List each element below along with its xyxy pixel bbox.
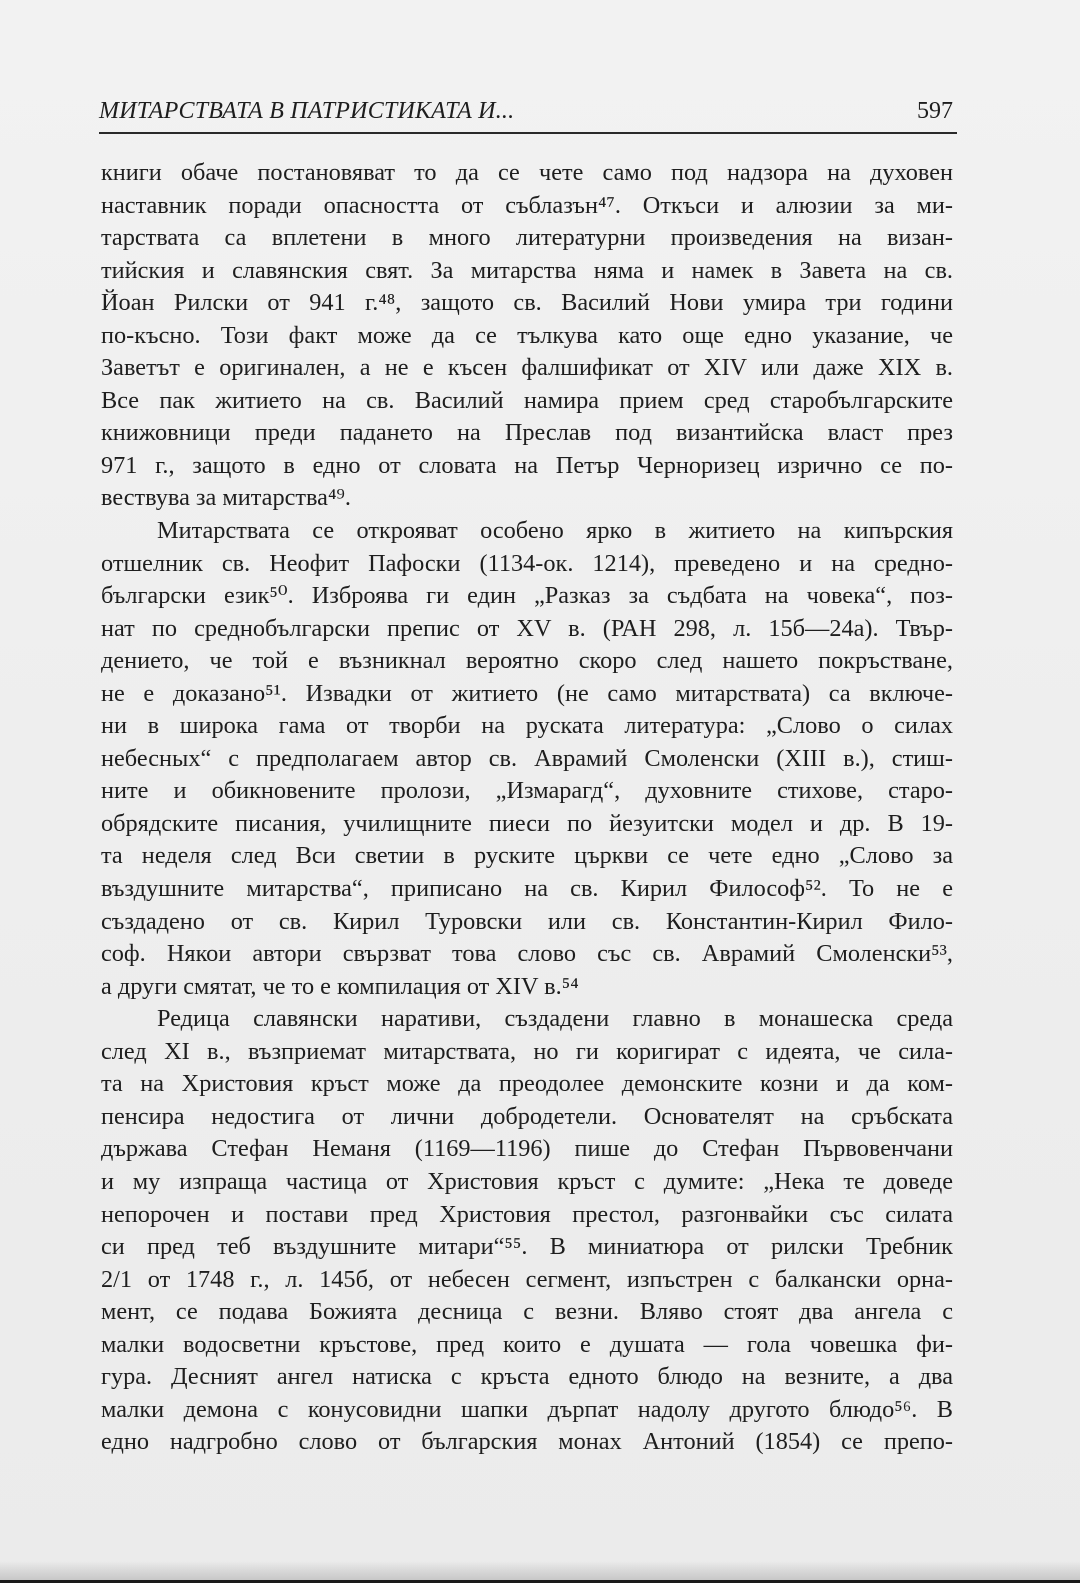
text-line: а други смятат, че то е компилация от XIV в.⁵⁴ [101, 972, 579, 1000]
text-line: след XI в., възприемат митарствата, но ги коригират с идеята, че сила- [101, 1037, 953, 1065]
text-line: мент, се подава Божията десница с везни. Вляво стоят два ангела с [101, 1298, 953, 1326]
text-line: и му изпраща частица от Христовия кръст с думите: „Нека те доведе [101, 1167, 953, 1195]
text-line: тарствата са вплетени в много литературни произведения на визан- [101, 224, 953, 252]
text-line: български език⁵⁰. Изброява ги един „Разказ за съдбата на човека“, поз- [101, 582, 953, 610]
text-line: Йоан Рилски от 941 г.⁴⁸, защото св. Василий Нови умира три години [101, 289, 953, 317]
text-line: обрядските писания, училищните пиеси по йезуитски модел и др. В 19- [101, 809, 953, 837]
text-line: ни в широка гама от творби на руската литература: „Слово о силах [101, 712, 953, 740]
text-line: Заветът е оригинален, а не е късен фалшификат от XIV или даже XIX в. [101, 354, 953, 382]
running-title: МИТАРСТВАТА В ПАТРИСТИКАТА И... [99, 98, 515, 124]
text-line: книги обаче постановяват то да се четe само под надзора на духовен [101, 159, 953, 186]
text-line: отшелник св. Неофит Пафоски (1134-ок. 1214), преведено и на средно- [101, 549, 953, 577]
text-line: вествува за митарства⁴⁹. [101, 484, 351, 512]
text-line: та неделя след Вси светии в руските църкви се четe едно „Слово за [101, 842, 953, 870]
text-line: Все пак житието на св. Василий намира прием сред старобългарските [101, 386, 953, 414]
text-line: гура. Десният ангел натиска с кръста едното блюдо на везните, а два [101, 1363, 953, 1391]
text-line: държава Стефан Неманя (1169—1196) пише до Стефан Първовенчани [101, 1135, 953, 1163]
text-line: си пред теб въздушните митари“⁵⁵. В миниатюра от рилски Требник [101, 1233, 953, 1261]
text-line: пенсира недостига от лични добродетели. Основателят на сръбската [101, 1102, 953, 1130]
header-rule [99, 132, 957, 134]
text-line: ните и обикновените пролози, „Измарагд“, духовните стихове, старо- [101, 777, 953, 805]
running-head [99, 96, 957, 130]
body-text [101, 157, 953, 1459]
text-line: малки водосветни кръстове, пред които е душата — гола човешка фи- [101, 1330, 953, 1358]
text-line: соф. Някои автори свързват това слово със св. Аврамий Смоленски⁵³, [101, 940, 953, 968]
page-number: 597 [917, 98, 953, 124]
text-line: Редица славянски наративи, създадени главно в монашеска среда [157, 1005, 953, 1033]
text-line: Митарствата се открояват особено ярко в житието на кипърския [157, 517, 953, 545]
text-line: дението, че той е възникнал вероятно скоро след нашето покръстване, [101, 647, 953, 675]
text-line: не е доказано⁵¹. Извадки от житието (не само митарствата) са включе- [101, 679, 953, 707]
text-line: книжовници преди падането на Преслав под византийска власт през [101, 419, 953, 447]
text-line: та на Христовия кръст може да преодолее демонските козни и да ком- [101, 1070, 953, 1098]
text-line: малки демона с конусовидни шапки дърпат надолу другото блюдо⁵⁶. В [101, 1395, 953, 1423]
text-line: тийския и славянския свят. За митарства няма и намек в Завета на св. [101, 256, 953, 284]
text-line: едно надгробно слово от българския монах Антоний (1854) се препо- [101, 1428, 953, 1456]
text-line: нат по среднобългарски препис от XV в. (РАН 298, л. 15б—24а). Твър- [101, 614, 953, 642]
text-line: небесных“ с предполагаем автор св. Аврамий Смоленски (XIII в.), стиш- [101, 744, 953, 772]
text-line: 2/1 от 1748 г., л. 145б, от небесен сегмент, изпъстрен с балкански орна- [101, 1265, 953, 1293]
text-line: създадено от св. Кирил Туровски или св. Константин-Кирил Фило- [101, 907, 953, 935]
text-line: въздушните митарства“, приписано на св. Кирил Философ⁵². То не е [101, 875, 953, 903]
text-line: 971 г., защото в едно от словата на Петър Черноризец изрично се по- [101, 451, 953, 479]
text-line: наставник поради опасността от съблазън⁴⁷. Откъси и алюзии за ми- [101, 191, 953, 219]
text-line: по-късно. Този факт може да се тълкува като още едно указание, че [101, 321, 953, 349]
text-line: непорочен и постави пред Христовия престол, разгонвайки със силата [101, 1200, 953, 1228]
